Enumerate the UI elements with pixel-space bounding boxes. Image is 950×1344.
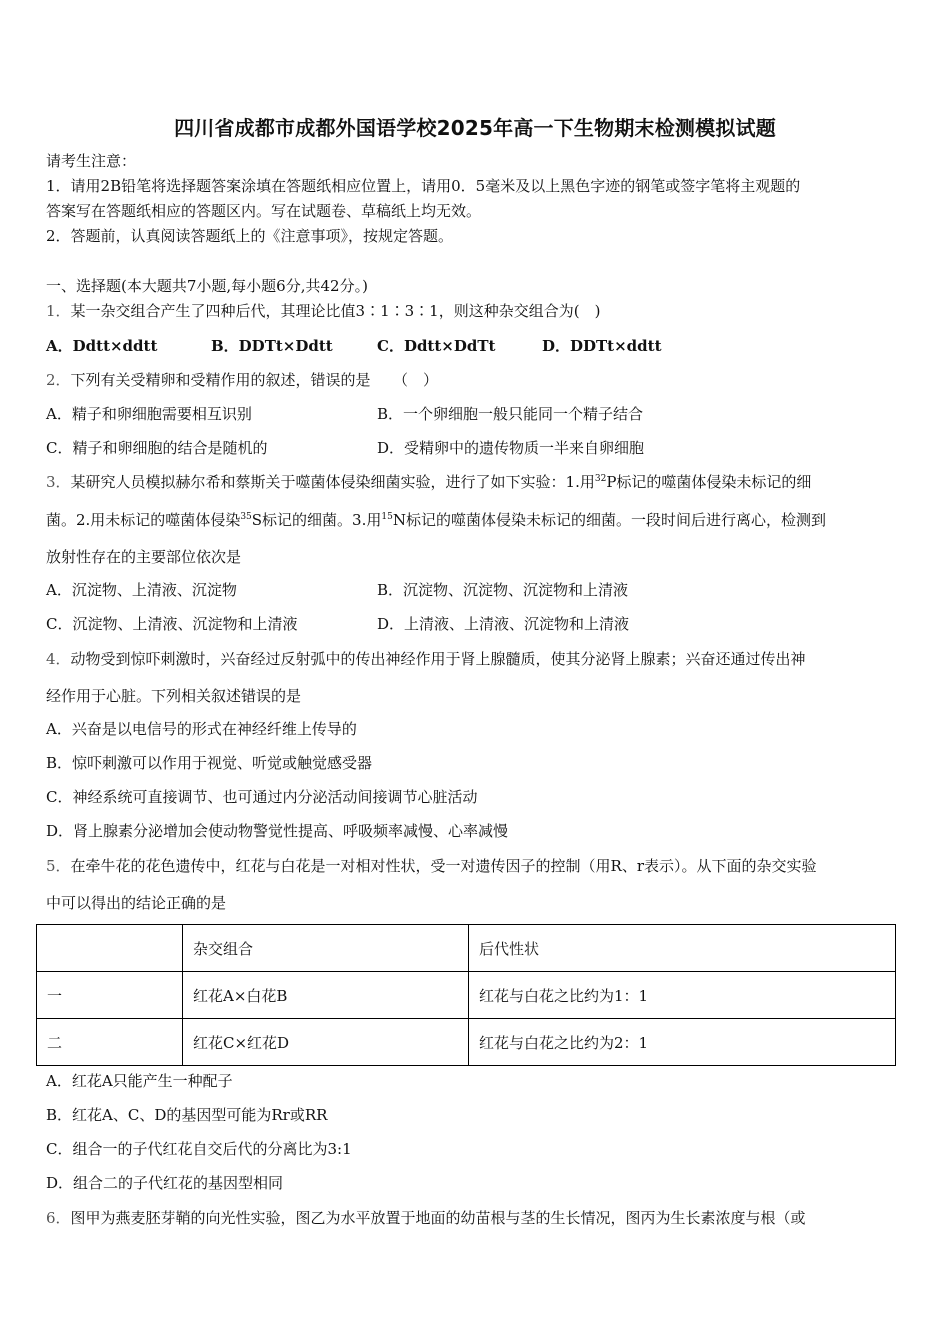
question-text: N标记的噬菌体侵染未标记的细菌。一段时间后进行离心，检测到 <box>392 511 826 529</box>
table-header-cell <box>37 925 183 972</box>
notice-item-2: 2．答题前，认真阅读答题纸上的《注意事项》，按规定答题。 <box>46 227 454 245</box>
question-3-line-1 <box>46 472 811 492</box>
q3-option-d: D．上清液、上清液、沉淀物和上清液 <box>377 615 630 633</box>
table-row <box>37 972 896 1019</box>
q4-option-a: A．兴奋是以电信号的形式在神经纤维上传导的 <box>46 720 357 738</box>
question-5-line-2: 中可以得出的结论正确的是 <box>46 894 227 912</box>
question-6-line-1 <box>46 1208 806 1228</box>
table-header-cell: 后代性状 <box>469 925 896 972</box>
question-2-stem <box>46 370 438 390</box>
question-number: 2． <box>46 371 71 389</box>
question-text: S标记的细菌。3.用 <box>251 511 382 529</box>
q2-option-d: D．受精卵中的遗传物质一半来自卵细胞 <box>377 439 645 457</box>
question-text: 图甲为燕麦胚芽鞘的向光性实验，图乙为水平放置于地面的幼苗根与茎的生长情况，图丙为生长素浓度与根（或 <box>70 1209 806 1227</box>
q3-option-a: A．沉淀物、上清液、沉淀物 <box>46 581 237 599</box>
notice-item-1-line-2: 答案写在答题纸相应的答题区内。写在试题卷、草稿纸上均无效。 <box>46 202 482 220</box>
q1-option-a: A．Ddtt×ddtt <box>46 337 158 355</box>
table-cell: 二 <box>37 1019 183 1066</box>
question-text: 某研究人员模拟赫尔希和蔡斯关于噬菌体侵染细菌实验，进行了如下实验：1.用 <box>70 473 595 491</box>
page-title: 四川省成都市成都外国语学校2025年高一下生物期末检测模拟试题 <box>174 116 776 140</box>
question-number: 5． <box>46 857 71 875</box>
question-3-line-3: 放射性存在的主要部位依次是 <box>46 548 242 566</box>
q5-option-a: A．红花A只能产生一种配子 <box>46 1072 233 1090</box>
question-text: 菌。2.用未标记的噬菌体侵染 <box>46 511 241 529</box>
q2-option-a: A．精子和卵细胞需要相互识别 <box>46 405 252 423</box>
question-text: 在牵牛花的花色遗传中，红花与白花是一对相对性状，受一对遗传因子的控制（用R、r表示）。从下面的杂交实验 <box>70 857 817 875</box>
q5-option-d: D．组合二的子代红花的基因型相同 <box>46 1174 284 1192</box>
question-number: 6． <box>46 1209 71 1227</box>
question-4-line-1 <box>46 649 806 669</box>
notice-item-1-line-1: 1．请用2B铅笔将选择题答案涂填在答题纸相应位置上，请用0．5毫米及以上黑色字迹的钢笔或签字笔将主观题的 <box>46 177 801 195</box>
q1-option-d: D．DDTt×ddtt <box>542 337 662 355</box>
question-text: 动物受到惊吓刺激时，兴奋经过反射弧中的传出神经作用于肾上腺髓质，使其分泌肾上腺素；兴奋还通过传出神 <box>70 650 806 668</box>
q2-option-b: B．一个卵细胞一般只能同一个精子结合 <box>377 405 644 423</box>
question-number: 1． <box>46 302 71 320</box>
table-header-row <box>37 925 896 972</box>
question-number: 4． <box>46 650 71 668</box>
question-text: 某一杂交组合产生了四种后代，其理论比值3∶1∶3∶1，则这种杂交组合为( ) <box>70 302 601 320</box>
q1-option-b: B．DDTt×Ddtt <box>211 337 333 355</box>
question-text: 下列有关受精卵和受精作用的叙述，错误的是 （ ） <box>70 371 439 389</box>
section-heading: 一、选择题(本大题共7小题,每小题6分,共42分。) <box>46 277 368 295</box>
q5-option-b: B．红花A、C、D的基因型可能为Rr或RR <box>46 1106 328 1124</box>
table-header-cell: 杂交组合 <box>183 925 469 972</box>
question-number: 3． <box>46 473 71 491</box>
q4-option-c: C．神经系统可直接调节、也可通过内分泌活动间接调节心脏活动 <box>46 788 478 806</box>
table-cell: 红花与白花之比约为2：1 <box>469 1019 896 1066</box>
table-cell: 红花C×红花D <box>183 1019 469 1066</box>
isotope-mass-15: 15 <box>381 512 393 522</box>
question-text: P标记的噬菌体侵染未标记的细 <box>606 473 812 491</box>
question-1-stem <box>46 301 600 321</box>
q3-option-b: B．沉淀物、沉淀物、沉淀物和上清液 <box>377 581 629 599</box>
q4-option-d: D．肾上腺素分泌增加会使动物警觉性提高、呼吸频率减慢、心率减慢 <box>46 822 509 840</box>
notice-heading: 请考生注意： <box>46 152 137 170</box>
isotope-mass-35: 35 <box>240 512 252 522</box>
question-5-line-1 <box>46 856 817 876</box>
q1-option-c: C．Ddtt×DdTt <box>377 337 496 355</box>
q2-option-c: C．精子和卵细胞的结合是随机的 <box>46 439 268 457</box>
isotope-mass-32: 32 <box>594 474 607 484</box>
question-4-line-2: 经作用于心脏。下列相关叙述错误的是 <box>46 687 302 705</box>
q3-option-c: C．沉淀物、上清液、沉淀物和上清液 <box>46 615 298 633</box>
question-3-line-2 <box>46 510 826 530</box>
table-cell: 红花A×白花B <box>183 972 469 1019</box>
cross-table <box>36 924 896 1066</box>
table-cell: 一 <box>37 972 183 1019</box>
q5-option-c: C．组合一的子代红花自交后代的分离比为3:1 <box>46 1140 352 1158</box>
q4-option-b: B．惊吓刺激可以作用于视觉、听觉或触觉感受器 <box>46 754 373 772</box>
table-row <box>37 1019 896 1066</box>
table-cell: 红花与白花之比约为1：1 <box>469 972 896 1019</box>
